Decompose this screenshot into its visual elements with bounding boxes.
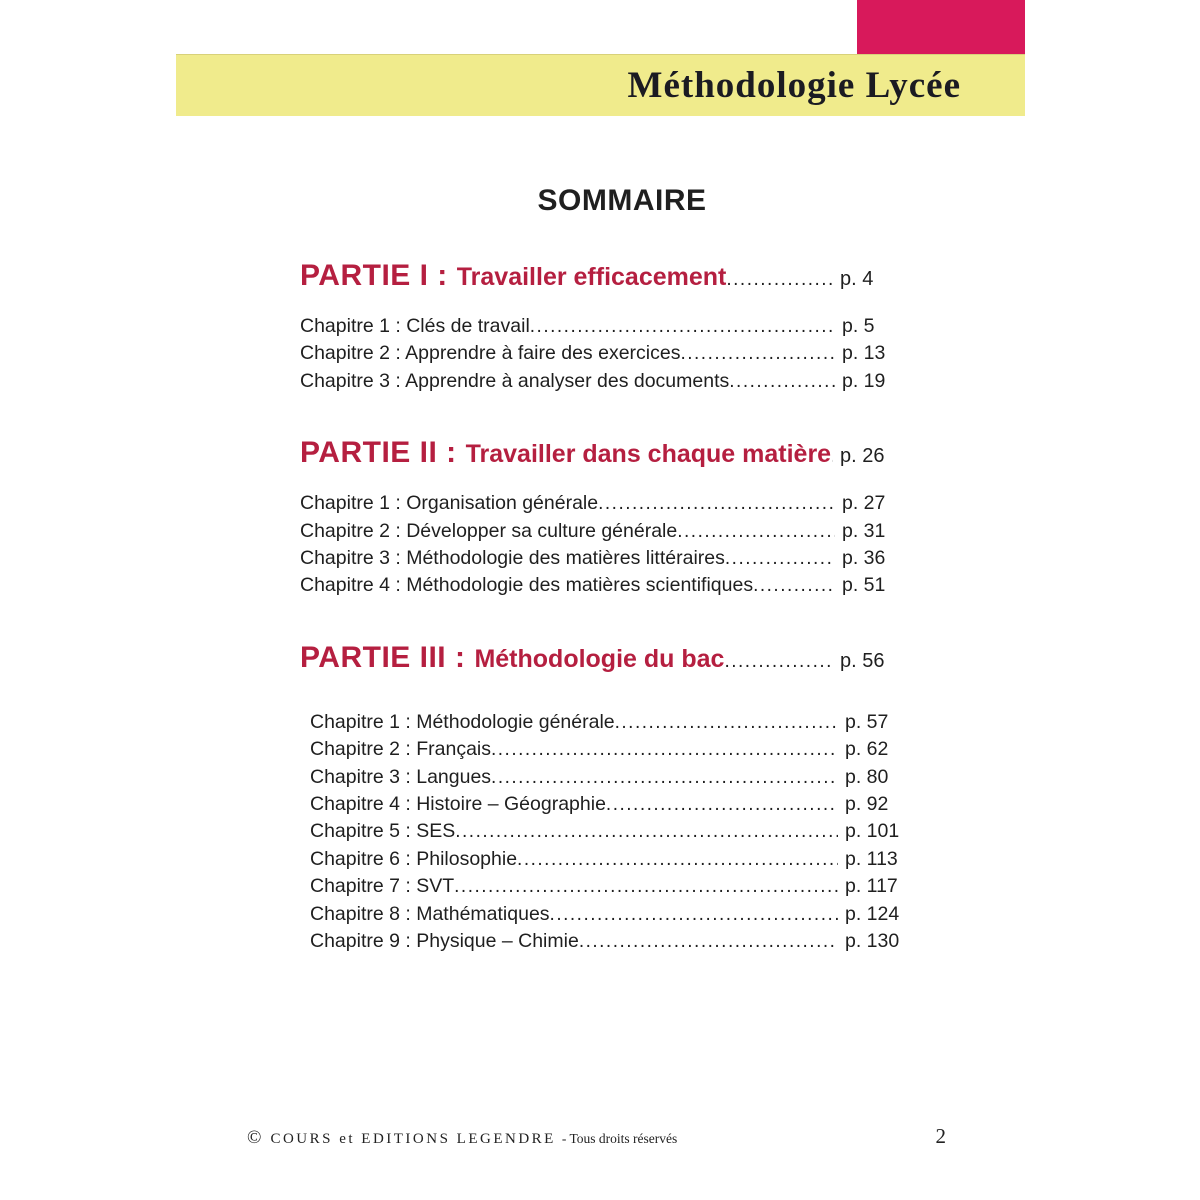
page-number: 2 [935,1124,946,1148]
page-ref: p. 13 [842,342,886,365]
toc-part-3 [300,638,900,956]
page-ref: p. 4 [840,268,874,290]
part-label: PARTIE II : [300,436,457,470]
chapter-label: Chapitre 7 : SVT [310,875,455,898]
chapter-list [300,313,892,395]
toc-entry [300,313,892,340]
chapter-label: Chapitre 6 : Philosophie [310,847,518,870]
header-banner [176,54,1025,116]
page-ref: p. 130 [845,930,900,953]
page-ref: p. 80 [845,765,889,788]
toc-entry [310,736,892,763]
page-ref: p. 57 [845,710,889,733]
page-ref: p. 62 [845,738,889,761]
dot-leader [579,929,838,955]
dot-leader [491,737,838,763]
toc-part-2 [300,433,892,600]
chapter-label: Chapitre 1 : Clés de travail [300,315,530,337]
chapter-label: Chapitre 2 : Apprendre à faire des exercices [300,342,681,365]
page-ref: p. 36 [842,547,886,570]
toc-entry [310,873,898,900]
chapter-list [310,709,900,956]
chapter-label: Chapitre 9 : Physique – Chimie [310,930,579,953]
part-title: Méthodologie du bac [474,644,725,673]
page-ref: p. 27 [842,492,886,515]
page-title: SOMMAIRE [537,184,707,217]
part-label: PARTIE III : [300,640,466,674]
dot-leader [454,874,838,900]
chapter-label: Chapitre 3 : Méthodologie des matières littéraires [300,547,725,570]
page-ref: p. 19 [842,369,886,392]
dot-leader [550,902,838,928]
chapter-label: Chapitre 4 : Histoire – Géographie [310,793,606,816]
page-ref: p. 56 [840,649,885,672]
publisher-name: COURS et EDITIONS LEGENDRE [270,1131,556,1147]
dot-leader [455,819,838,845]
part-title: Travailler efficacement [456,263,727,291]
toc-entry [300,368,892,395]
dot-leader [491,765,838,791]
toc-entry [310,846,898,873]
dot-leader [725,546,835,572]
page-ref: p. 124 [845,902,900,925]
toc-entry [310,901,900,928]
toc-part-heading [300,433,892,477]
dot-leader [615,710,838,736]
brand-accent-block [857,0,1025,54]
toc-part-heading [300,638,892,682]
toc-entry [310,928,900,955]
page-ref: p. 92 [845,793,889,816]
table-of-contents [300,256,900,956]
toc-entry [310,764,892,791]
part-title: Travailler dans chaque matière [465,440,832,469]
dot-leader [606,792,838,818]
dot-leader [680,341,835,367]
toc-entry [300,545,892,572]
dot-leader [753,573,835,599]
rights-text: - Tous droits réservés [561,1131,678,1146]
toc-part-heading [300,256,892,300]
page-ref: p. 117 [845,875,898,898]
copyright-line [247,1127,677,1149]
part-label: PARTIE I : [300,259,448,292]
toc-entry [300,340,892,367]
chapter-label: Chapitre 1 : Méthodologie générale [310,710,615,733]
chapter-list [300,490,892,600]
page-ref: p. 26 [840,445,885,468]
toc-entry [310,709,892,736]
dot-leader [530,314,835,340]
page-ref: p. 31 [842,519,886,542]
chapter-label: Chapitre 2 : Développer sa culture générale [300,519,678,542]
page-footer [247,1124,946,1149]
chapter-label: Chapitre 5 : SES [310,820,456,843]
chapter-label: Chapitre 4 : Méthodologie des matières scientifiques [300,574,754,597]
chapter-label: Chapitre 1 : Organisation générale [300,492,599,515]
dot-leader [729,369,835,395]
dot-leader [598,491,835,517]
chapter-label: Chapitre 8 : Mathématiques [310,902,550,925]
copyright-icon: © [247,1127,262,1148]
toc-entry [310,791,892,818]
toc-entry [310,818,900,845]
toc-entry [300,572,892,599]
chapter-label: Chapitre 3 : Langues [310,765,492,788]
dot-leader [724,642,833,682]
toc-entry [300,518,892,545]
toc-entry [300,490,892,517]
chapter-label: Chapitre 2 : Français [310,738,491,761]
page-ref: p. 113 [845,847,898,870]
dot-leader [517,847,838,873]
page-ref: p. 5 [842,315,875,337]
dot-leader [831,437,833,477]
dot-leader [726,260,833,300]
book-title: Méthodologie Lycée [627,65,961,106]
chapter-label: Chapitre 3 : Apprendre à analyser des documents [300,369,730,392]
page-ref: p. 51 [842,574,886,597]
dot-leader [677,519,835,545]
toc-part-1 [300,256,892,395]
page-ref: p. 101 [845,820,900,843]
